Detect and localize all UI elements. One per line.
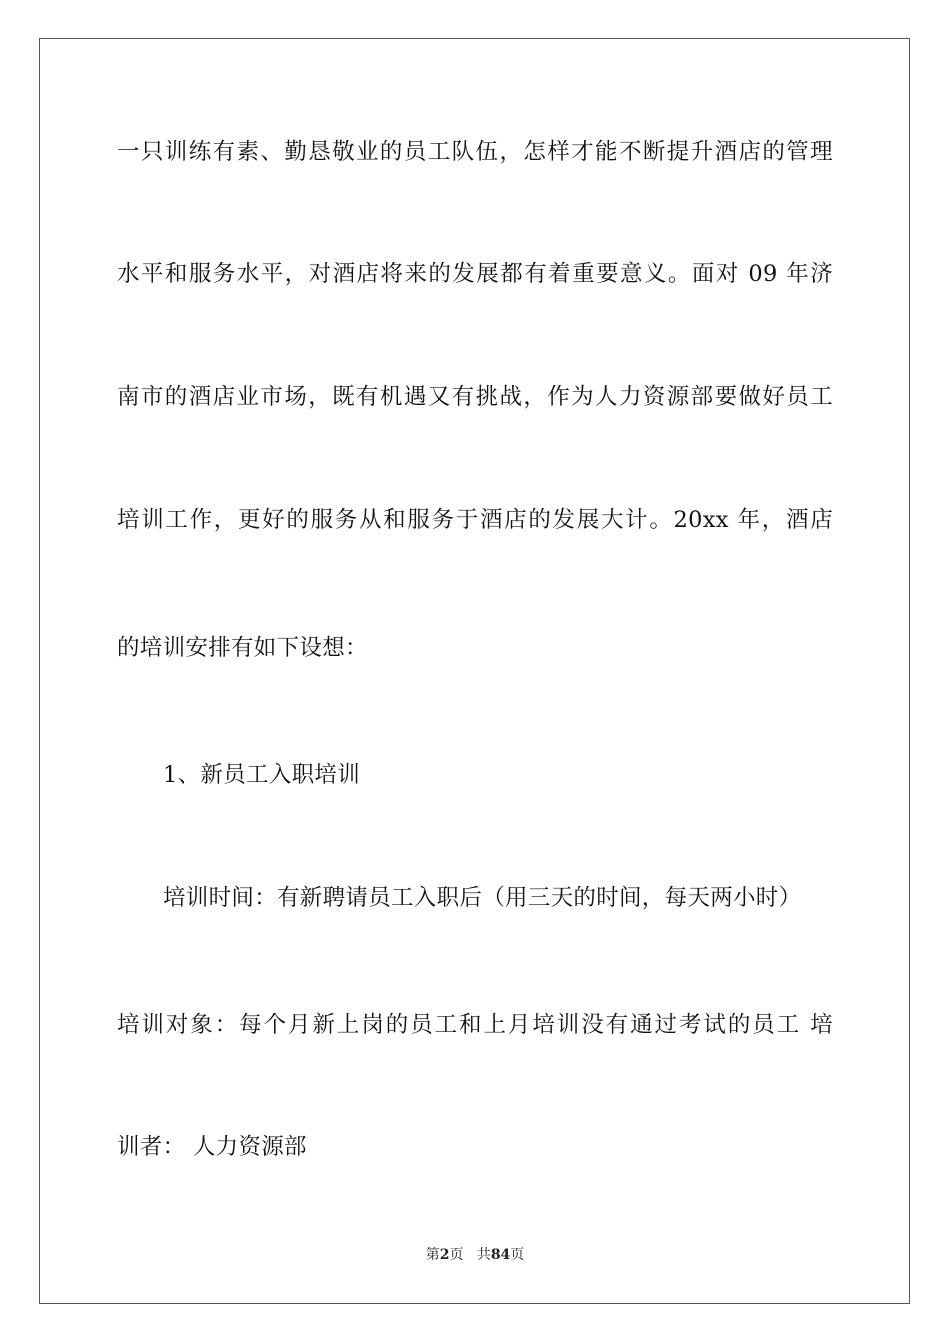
body-line-3: 南市的酒店业市场，既有机遇又有挑战，作为人力资源部要做好员工 [117,384,833,410]
trainer-line: 训者： 人力资源部 [117,1134,307,1160]
page-border [39,38,910,1304]
footer-total-pages: 84 [490,1247,511,1263]
footer-total-prefix: 共 [476,1247,491,1263]
footer-total-suffix: 页 [510,1247,525,1263]
body-line-1: 一只训练有素、勤恳敬业的员工队伍，怎样才能不断提升酒店的管理 [117,139,833,165]
training-time: 培训时间：有新聘请员工入职后（用三天的时间，每天两小时） [163,885,802,911]
footer-page-number: 2 [439,1247,450,1263]
page-footer [0,1246,950,1264]
body-line-5: 的培训安排有如下设想： [117,635,368,661]
body-line-4: 培训工作，更好的服务从和服务于酒店的发展大计。20xx 年，酒店 [117,507,833,533]
section-heading: 1、新员工入职培训 [163,762,361,788]
training-target: 培训对象：每个月新上岗的员工和上月培训没有通过考试的员工 培 [117,1012,833,1038]
body-line-2: 水平和服务水平，对酒店将来的发展都有着重要意义。面对 09 年济 [117,261,833,287]
footer-page-suffix: 页 [449,1247,464,1263]
footer-page-prefix: 第 [425,1247,440,1263]
